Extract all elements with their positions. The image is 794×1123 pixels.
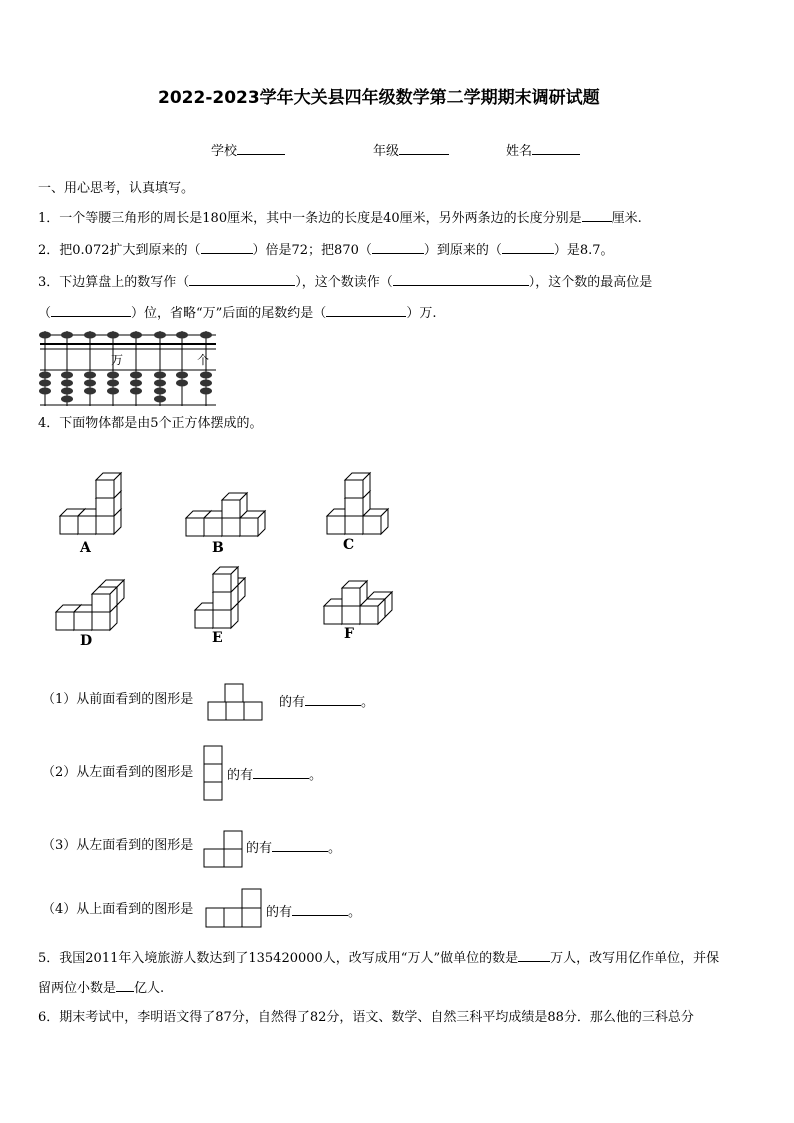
abacus-bead <box>107 388 119 395</box>
abacus-bead <box>130 372 142 379</box>
abacus-bead <box>130 332 142 339</box>
q5-blank-1[interactable] <box>518 948 550 962</box>
cube-face <box>92 612 110 630</box>
cube-face <box>74 612 92 630</box>
cube-face <box>360 606 378 624</box>
figure-c-label: C <box>343 537 355 553</box>
left-view-shape-2 <box>203 830 243 868</box>
q4-sub-4-have: 的有 <box>266 905 293 920</box>
q3-text-6: ）万. <box>406 306 437 321</box>
name-field <box>506 141 580 160</box>
abacus-bead <box>154 388 166 395</box>
q2-text-3: ）到原来的（ <box>423 243 502 258</box>
q4-sub-3-have: 的有 <box>246 841 273 856</box>
figure-b-label: B <box>212 540 224 556</box>
q4-sub-1-have: 的有 <box>279 695 306 710</box>
grade-field <box>373 141 449 160</box>
q4-sub-3-end: 。 <box>328 841 342 856</box>
q3-text-3: ），这个数的最高位是 <box>528 275 653 290</box>
cube-face <box>213 592 231 610</box>
cube-face <box>213 574 231 592</box>
q5-text-1: 5．我国2011年入境旅游人数达到了135420000人，改写成用“万人”做单位的数是 <box>38 951 519 966</box>
cube-face <box>324 606 342 624</box>
front-view-shape <box>207 683 263 721</box>
abacus-bead <box>39 332 51 339</box>
cube-face <box>96 480 114 498</box>
abacus-bead <box>84 388 96 395</box>
abacus-bead <box>107 380 119 387</box>
q1-text: 1．一个等腰三角形的周长是180厘米，其中一条边的长度是40厘米，另外两条边的长度分别是 <box>38 211 582 226</box>
cube-face <box>345 480 363 498</box>
question-3 <box>38 272 652 291</box>
abacus-label-wan: 万 <box>111 353 124 367</box>
abacus-bead <box>84 372 96 379</box>
q2-blank-1[interactable] <box>201 240 253 254</box>
abacus-bead <box>154 332 166 339</box>
cube-face <box>204 518 222 536</box>
abacus-bead <box>200 388 212 395</box>
q3-blank-1[interactable] <box>189 272 295 286</box>
grade-label: 年级 <box>373 144 400 159</box>
figure-a-label: A <box>80 540 91 556</box>
cube-face <box>213 610 231 628</box>
q4-sub-2-have: 的有 <box>227 768 254 783</box>
q4-sub-3-answer <box>246 838 341 857</box>
q3-blank-2[interactable] <box>393 272 529 286</box>
cube-face <box>92 594 110 612</box>
cube-face <box>96 498 114 516</box>
abacus-bead <box>154 380 166 387</box>
figure-c <box>325 468 390 536</box>
abacus-bead <box>107 332 119 339</box>
name-label: 姓名 <box>506 144 533 159</box>
abacus-bead <box>61 372 73 379</box>
q4-sub-1-answer <box>279 692 374 711</box>
question-3-line-2 <box>38 303 436 322</box>
figure-e <box>193 575 248 630</box>
q2-text-2: ）倍是72；把870（ <box>252 243 372 258</box>
q4-sub-4-answer <box>266 902 361 921</box>
q4-sub-1-end: 。 <box>361 695 375 710</box>
q3-text-4: （ <box>38 306 52 321</box>
q4-sub-4-end: 。 <box>348 905 362 920</box>
abacus-bead <box>39 380 51 387</box>
abacus-bead <box>200 332 212 339</box>
abacus-bead <box>176 380 188 387</box>
cube-face <box>195 610 213 628</box>
cube-face <box>342 588 360 606</box>
cube-face <box>363 516 381 534</box>
q4-sub-3-blank[interactable] <box>272 838 328 852</box>
grade-blank[interactable] <box>399 141 449 155</box>
abacus-bead <box>176 332 188 339</box>
cube-face <box>327 516 345 534</box>
figure-f <box>322 578 392 626</box>
q3-text-1: 3．下边算盘上的数写作（ <box>38 275 190 290</box>
q2-text-1: 2．把0.072扩大到原来的（ <box>38 243 201 258</box>
abacus-bead <box>200 380 212 387</box>
abacus-bead <box>200 372 212 379</box>
q4-sub-1: （1）从前面看到的图形是 <box>42 692 194 707</box>
q4-sub-2-blank[interactable] <box>253 765 309 779</box>
q5-text-3: 留两位小数是 <box>38 981 117 996</box>
question-1 <box>38 208 642 227</box>
q3-text-2: ），这个数读作（ <box>295 275 393 290</box>
abacus-bead <box>61 396 73 403</box>
cube-face <box>56 612 74 630</box>
cube-face <box>345 516 363 534</box>
cube-face <box>222 500 240 518</box>
abacus-bead <box>84 380 96 387</box>
cube-face <box>240 518 258 536</box>
abacus-label-ge: 个 <box>197 353 210 367</box>
question-6: 6．期末考试中，李明语文得了87分，自然得了82分，语文、数学、自然三科平均成绩是88分．那么他的三科总分 <box>38 1010 694 1025</box>
q3-blank-3[interactable] <box>51 303 131 317</box>
school-label: 学校 <box>211 144 238 159</box>
figure-b <box>184 488 269 538</box>
cube-face <box>345 498 363 516</box>
question-5-line-2 <box>38 978 164 997</box>
abacus-figure <box>38 328 218 408</box>
cube-face <box>78 516 96 534</box>
question-5 <box>38 948 719 967</box>
school-field <box>211 141 285 160</box>
abacus-bead <box>61 388 73 395</box>
abacus-bead <box>39 388 51 395</box>
abacus-bead <box>107 372 119 379</box>
name-blank[interactable] <box>532 141 580 155</box>
cube-face <box>96 516 114 534</box>
top-view-shape <box>205 888 262 928</box>
q4-sub-4-blank[interactable] <box>292 902 348 916</box>
q5-text-2: 万人，改写用亿作单位，并保 <box>550 951 720 966</box>
abacus-bead <box>61 332 73 339</box>
abacus-bead <box>154 372 166 379</box>
cube-face <box>60 516 78 534</box>
q4-sub-3: （3）从左面看到的图形是 <box>42 838 194 853</box>
q4-sub-2-answer <box>227 765 322 784</box>
q4-sub-2: （2）从左面看到的图形是 <box>42 765 194 780</box>
q3-text-5: ）位，省略“万”后面的尾数约是（ <box>131 306 327 321</box>
figure-f-label: F <box>344 626 354 642</box>
q1-unit: 厘米. <box>611 211 642 226</box>
q2-text-4: ）是8.7。 <box>553 243 614 258</box>
q5-text-4: 亿人. <box>134 981 165 996</box>
section-heading: 一、用心思考，认真填写。 <box>38 181 195 196</box>
cube-face <box>222 518 240 536</box>
q2-blank-2[interactable] <box>372 240 424 254</box>
q4-sub-2-end: 。 <box>309 768 323 783</box>
question-4: 4．下面物体都是由5个正方体摆成的。 <box>38 416 263 431</box>
q4-sub-1-blank[interactable] <box>305 692 361 706</box>
figure-d-label: D <box>80 633 93 649</box>
q4-sub-4: （4）从上面看到的图形是 <box>42 902 194 917</box>
q3-blank-4[interactable] <box>326 303 406 317</box>
abacus-bead <box>84 332 96 339</box>
abacus-bead <box>130 380 142 387</box>
figure-e-label: E <box>212 630 223 646</box>
q2-blank-3[interactable] <box>502 240 554 254</box>
q5-blank-2[interactable] <box>116 978 134 992</box>
abacus-bead <box>154 396 166 403</box>
abacus-bead <box>39 372 51 379</box>
figure-a <box>58 470 128 536</box>
figure-d <box>54 582 126 632</box>
left-view-shape-1 <box>203 745 223 801</box>
abacus-bead <box>61 380 73 387</box>
school-blank[interactable] <box>237 141 285 155</box>
abacus-bead <box>176 372 188 379</box>
question-2 <box>38 240 614 259</box>
cube-face <box>186 518 204 536</box>
cube-face <box>342 606 360 624</box>
q1-blank[interactable] <box>582 208 612 222</box>
page-title: 2022-2023学年大关县四年级数学第二学期期末调研试题 <box>158 88 600 108</box>
abacus-bead <box>130 388 142 395</box>
